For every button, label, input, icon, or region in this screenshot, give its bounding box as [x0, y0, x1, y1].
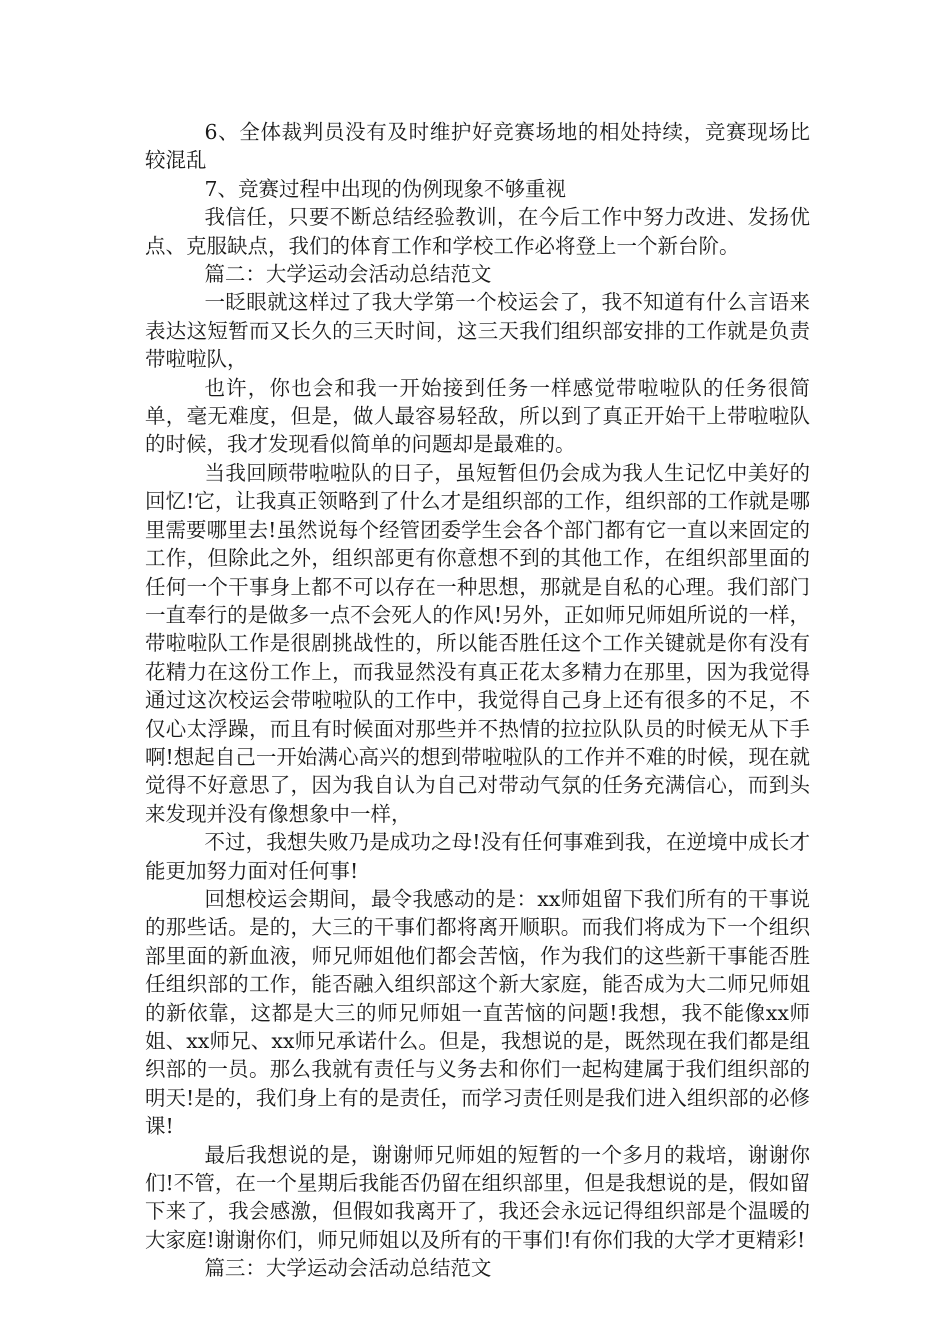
paragraph: 当我回顾带啦啦队的日子，虽短暂但仍会成为我人生记忆中美好的回忆!它，让我真正领略到了什么才是组织部的工作，组织部的工作就是哪里需要哪里去!虽然说每个经管团委学生会各个部门都有它一直以来固定的工作，但除此之外，组织部更有你意想不到的其他工作，在组织部里面的任何一个干事身上都不可以存在一种思想，那就是自私的心理。我们部门一直奉行的是做多一点不会死人的作风!另外，正如师兄师姐所说的一样，带啦啦队工作是很剧挑战性的，所以能否胜任这个工作关键就是你有没有花精力在这份工作上，而我显然没有真正花太多精力在那里，因为我觉得通过这次校运会带啦啦队的工作中，我觉得自己身上还有很多的不足，不仅心太浮躁，而且有时候面对那些并不热情的拉拉队队员的时候无从下手啊!想起自己一开始满心高兴的想到带啦啦队的工作并不难的时候，现在就觉得不好意思了，因为我自认为自己对带动气氛的任务充满信心，而到头来发现并没有像想象中一样， — [145, 460, 810, 826]
paragraph-item-6: 6、全体裁判员没有及时维护好竞赛场地的相处持续，竞赛现场比较混乱 — [145, 120, 810, 173]
section-heading-3: 篇三：大学运动会活动总结范文 — [204, 1256, 492, 1281]
paragraph: 回想校运会期间，最令我感动的是：xx师姐留下我们所有的干事说的那些话。是的，大三的干事们都将离开顺职。而我们将成为下一个组织部里面的新血液，师兄师姐他们都会苦恼，作为我们的这些新干事能否胜任组织部的工作，能否融入组织部这个新大家庭，能否成为大二师兄师姐的新依靠，这都是大三的师兄师姐一直苦恼的问题!我想，我不能像xx师姐、xx师兄、xx师兄承诺什么。但是，我想说的是，既然现在我们都是组织部的一员。那么我就有责任与义务去和你们一起构建属于我们组织部的明天!是的，我们身上有的是责任，而学习责任则是我们进入组织部的必修课! — [145, 886, 810, 1139]
paragraph-conclusion: 我信任，只要不断总结经验教训，在今后工作中努力改进、发扬优点、克服缺点，我们的体育工作和学校工作必将登上一个新台阶。 — [145, 205, 810, 258]
paragraph: 也许，你也会和我一开始接到任务一样感觉带啦啦队的任务很简单，毫无难度，但是，做人最容易轻敌，所以到了真正开始干上带啦啦队的时候，我才发现看似简单的问题却是最难的。 — [145, 375, 810, 457]
document-body — [145, 118, 810, 1283]
paragraph: 一眨眼就这样过了我大学第一个校运会了，我不知道有什么言语来表达这短暂而又长久的三天时间，这三天我们组织部安排的工作就是负责带啦啦队， — [145, 290, 810, 372]
paragraph: 最后我想说的是，谢谢师兄师姐的短暂的一个多月的栽培，谢谢你们!不管，在一个星期后我能否仍留在组织部里，但是我想说的是，假如留下来了，我会感激，但假如我离开了，我还会永远记得组织部是个温暖的大家庭!谢谢你们，师兄师姐以及所有的干事们!有你们我的大学才更精彩! — [145, 1142, 810, 1252]
section-heading-2: 篇二：大学运动会活动总结范文 — [204, 262, 492, 287]
paragraph: 不过，我想失败乃是成功之母!没有任何事难到我，在逆境中成长才能更加努力面对任何事! — [145, 830, 810, 883]
paragraph-item-7: 7、竞赛过程中出现的伪例现象不够重视 — [204, 176, 566, 201]
